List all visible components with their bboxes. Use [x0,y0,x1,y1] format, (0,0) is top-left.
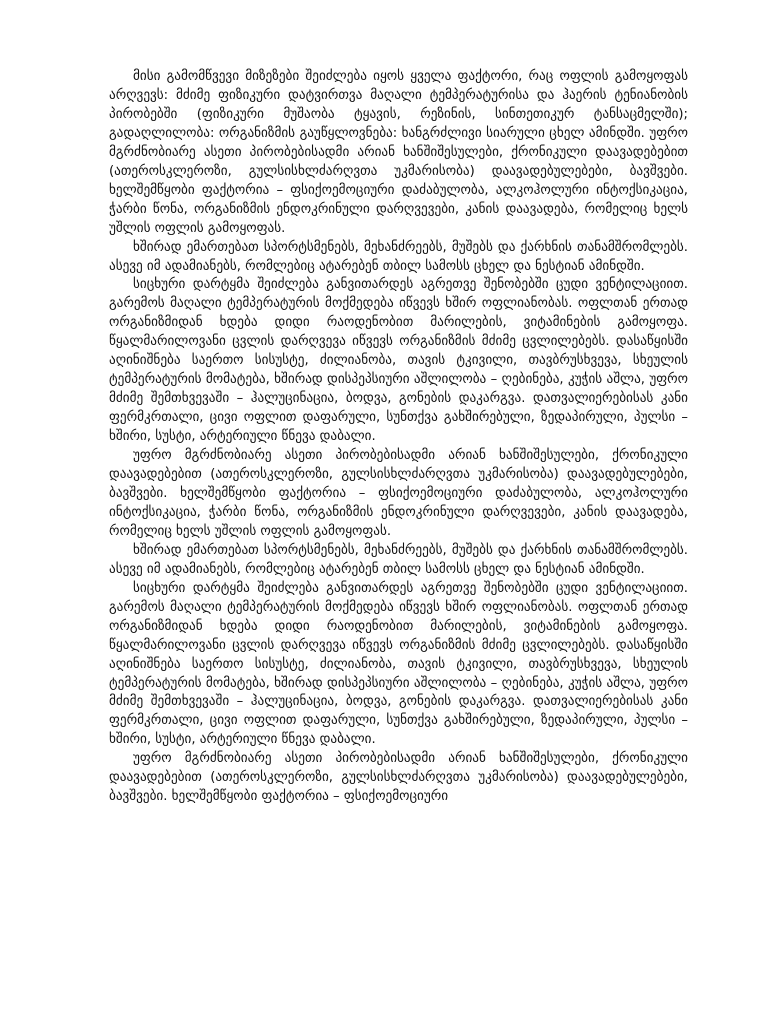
paragraph: ხშირად ემართებათ სპორტსმენებს, მეხანძრეებს, მუშებს და ქარხნის თანამშრომლებს. ასევე იმ ადამიანებს, რომლებიც ატარებენ თბილ სამოსს ცხელ და ნესტიან ამინდში. [109,542,688,577]
paragraph: ხშირად ემართებათ სპორტსმენებს, მეხანძრეებს, მუშებს და ქარხნის თანამშრომლებს. ასევე იმ ადამიანებს, რომლებიც ატარებენ თბილ სამოსს ცხელ და ნესტიან ამინდში. [109,239,688,274]
paragraph: სიცხური დარტყმა შეიძლება განვითარდეს აგრეთვე შენობებში ცუდი ვენტილაციით. გარემოს მაღალი ტემპერატურის მოქმედება იწვევს ხშირ ოფლიანობას. ოფლთან ერთად ორგანიზმიდან ხდება დიდი რაოდენობით მარილების, ვიტამინების გამოყოფა. წყალმარილოვანი ცვლის დარღვევა იწვევს ორგანიზმის მძიმე ცვლილებებს. დასაწყისში აღინიშნება საერთო სისუსტე, ძილიანობა, თავის ტკივილი, თავბრუსხვევა, სხეულის ტემპერატურის მომატება, ხშირად დისპეპსიური აშლილობა – ღებინება, კუჭის აშლა, უფრო მძიმე შემთხვევაში – ჰალუცინაცია, ბოდვა, გონების დაკარგვა. დათვალიერებისას კანი ფერმკრთალი, ცივი ოფლით დაფარული, სუნთქვა გახშირებული, ზედაპირული, პულსი – ხშირი, სუსტი, არტერიული წნევა დაბალი. [109,277,688,445]
document-body [109,68,688,807]
paragraph: უფრო მგრძნობიარე ასეთი პირობებისადმი არიან ხანშიშესულები, ქრონიკული დაავადებებით (ათეროსკლეროზი, გულსისხლძარღვთა უკმარისობა) დაავადებულებები, ბავშვები. ხელშემწყობი ფაქტორია – ფსიქოემოციური [109,751,688,805]
paragraph: უფრო მგრძნობიარე ასეთი პირობებისადმი არიან ხანშიშესულები, ქრონიკული დაავადებებით (ათეროსკლეროზი, გულსისხლძარღვთა უკმარისობა) დაავადებულებები, ბავშვები. ხელშემწყობი ფაქტორია – ფსიქოემოციური დაძაბულობა, ალკოჰოლური ინტოქსიკაცია, ჭარბი წონა, ორგანიზმის ენდოკრინული დარღვევები, კანის დაავადება, რომელიც ხელს უშლის ოფლის გამოყოფას. [109,448,688,539]
paragraph: სიცხური დარტყმა შეიძლება განვითარდეს აგრეთვე შენობებში ცუდი ვენტილაციით. გარემოს მაღალი ტემპერატურის მოქმედება იწვევს ხშირ ოფლიანობას. ოფლთან ერთად ორგანიზმიდან ხდება დიდი რაოდენობით მარილების, ვიტამინების გამოყოფა. წყალმარილოვანი ცვლის დარღვევა იწვევს ორგანიზმის მძიმე ცვლილებებს. დასაწყისში აღინიშნება საერთო სისუსტე, ძილიანობა, თავის ტკივილი, თავბრუსხვევა, სხეულის ტემპერატურის მომატება, ხშირად დისპეპსიური აშლილობა – ღებინება, კუჭის აშლა, უფრო მძიმე შემთხვევაში – ჰალუცინაცია, ბოდვა, გონების დაკარგვა. დათვალიერებისას კანი ფერმკრთალი, ცივი ოფლით დაფარული, სუნთქვა გახშირებული, ზედაპირული, პულსი – ხშირი, სუსტი, არტერიული წნევა დაბალი. [109,580,688,748]
paragraph: მისი გამომწვევი მიზეზები შეიძლება იყოს ყველა ფაქტორი, რაც ოფლის გამოყოფას არღვევს: მძიმე ფიზიკური დატვირთვა მაღალი ტემპერატურისა და ჰაერის ტენიანობის პირობებში (ფიზიკური მუშაობა ტყავის, რეზინის, სინთეთიკურ ტანსაცმელში); გადაღლილობა: ორგანიზმის გაუწყლოვნება: ხანგრძლივი სიარული ცხელ ამინდში. უფრო მგრძნობიარე ასეთი პირობებისადმი არიან ხანშიშესულები, ქრონიკული დაავადებებით (ათეროსკლეროზი, გულსისხლძარღვთა უკმარისობა) დაავადებულებები, ბავშვები. ხელშემწყობი ფაქტორია – ფსიქოემოციური დაძაბულობა, ალკოჰოლური ინტოქსიკაცია, ჭარბი წონა, ორგანიზმის ენდოკრინული დარღვევები, კანის დაავადება, რომელიც ხელს უშლის ოფლის გამოყოფას. [109,69,688,236]
